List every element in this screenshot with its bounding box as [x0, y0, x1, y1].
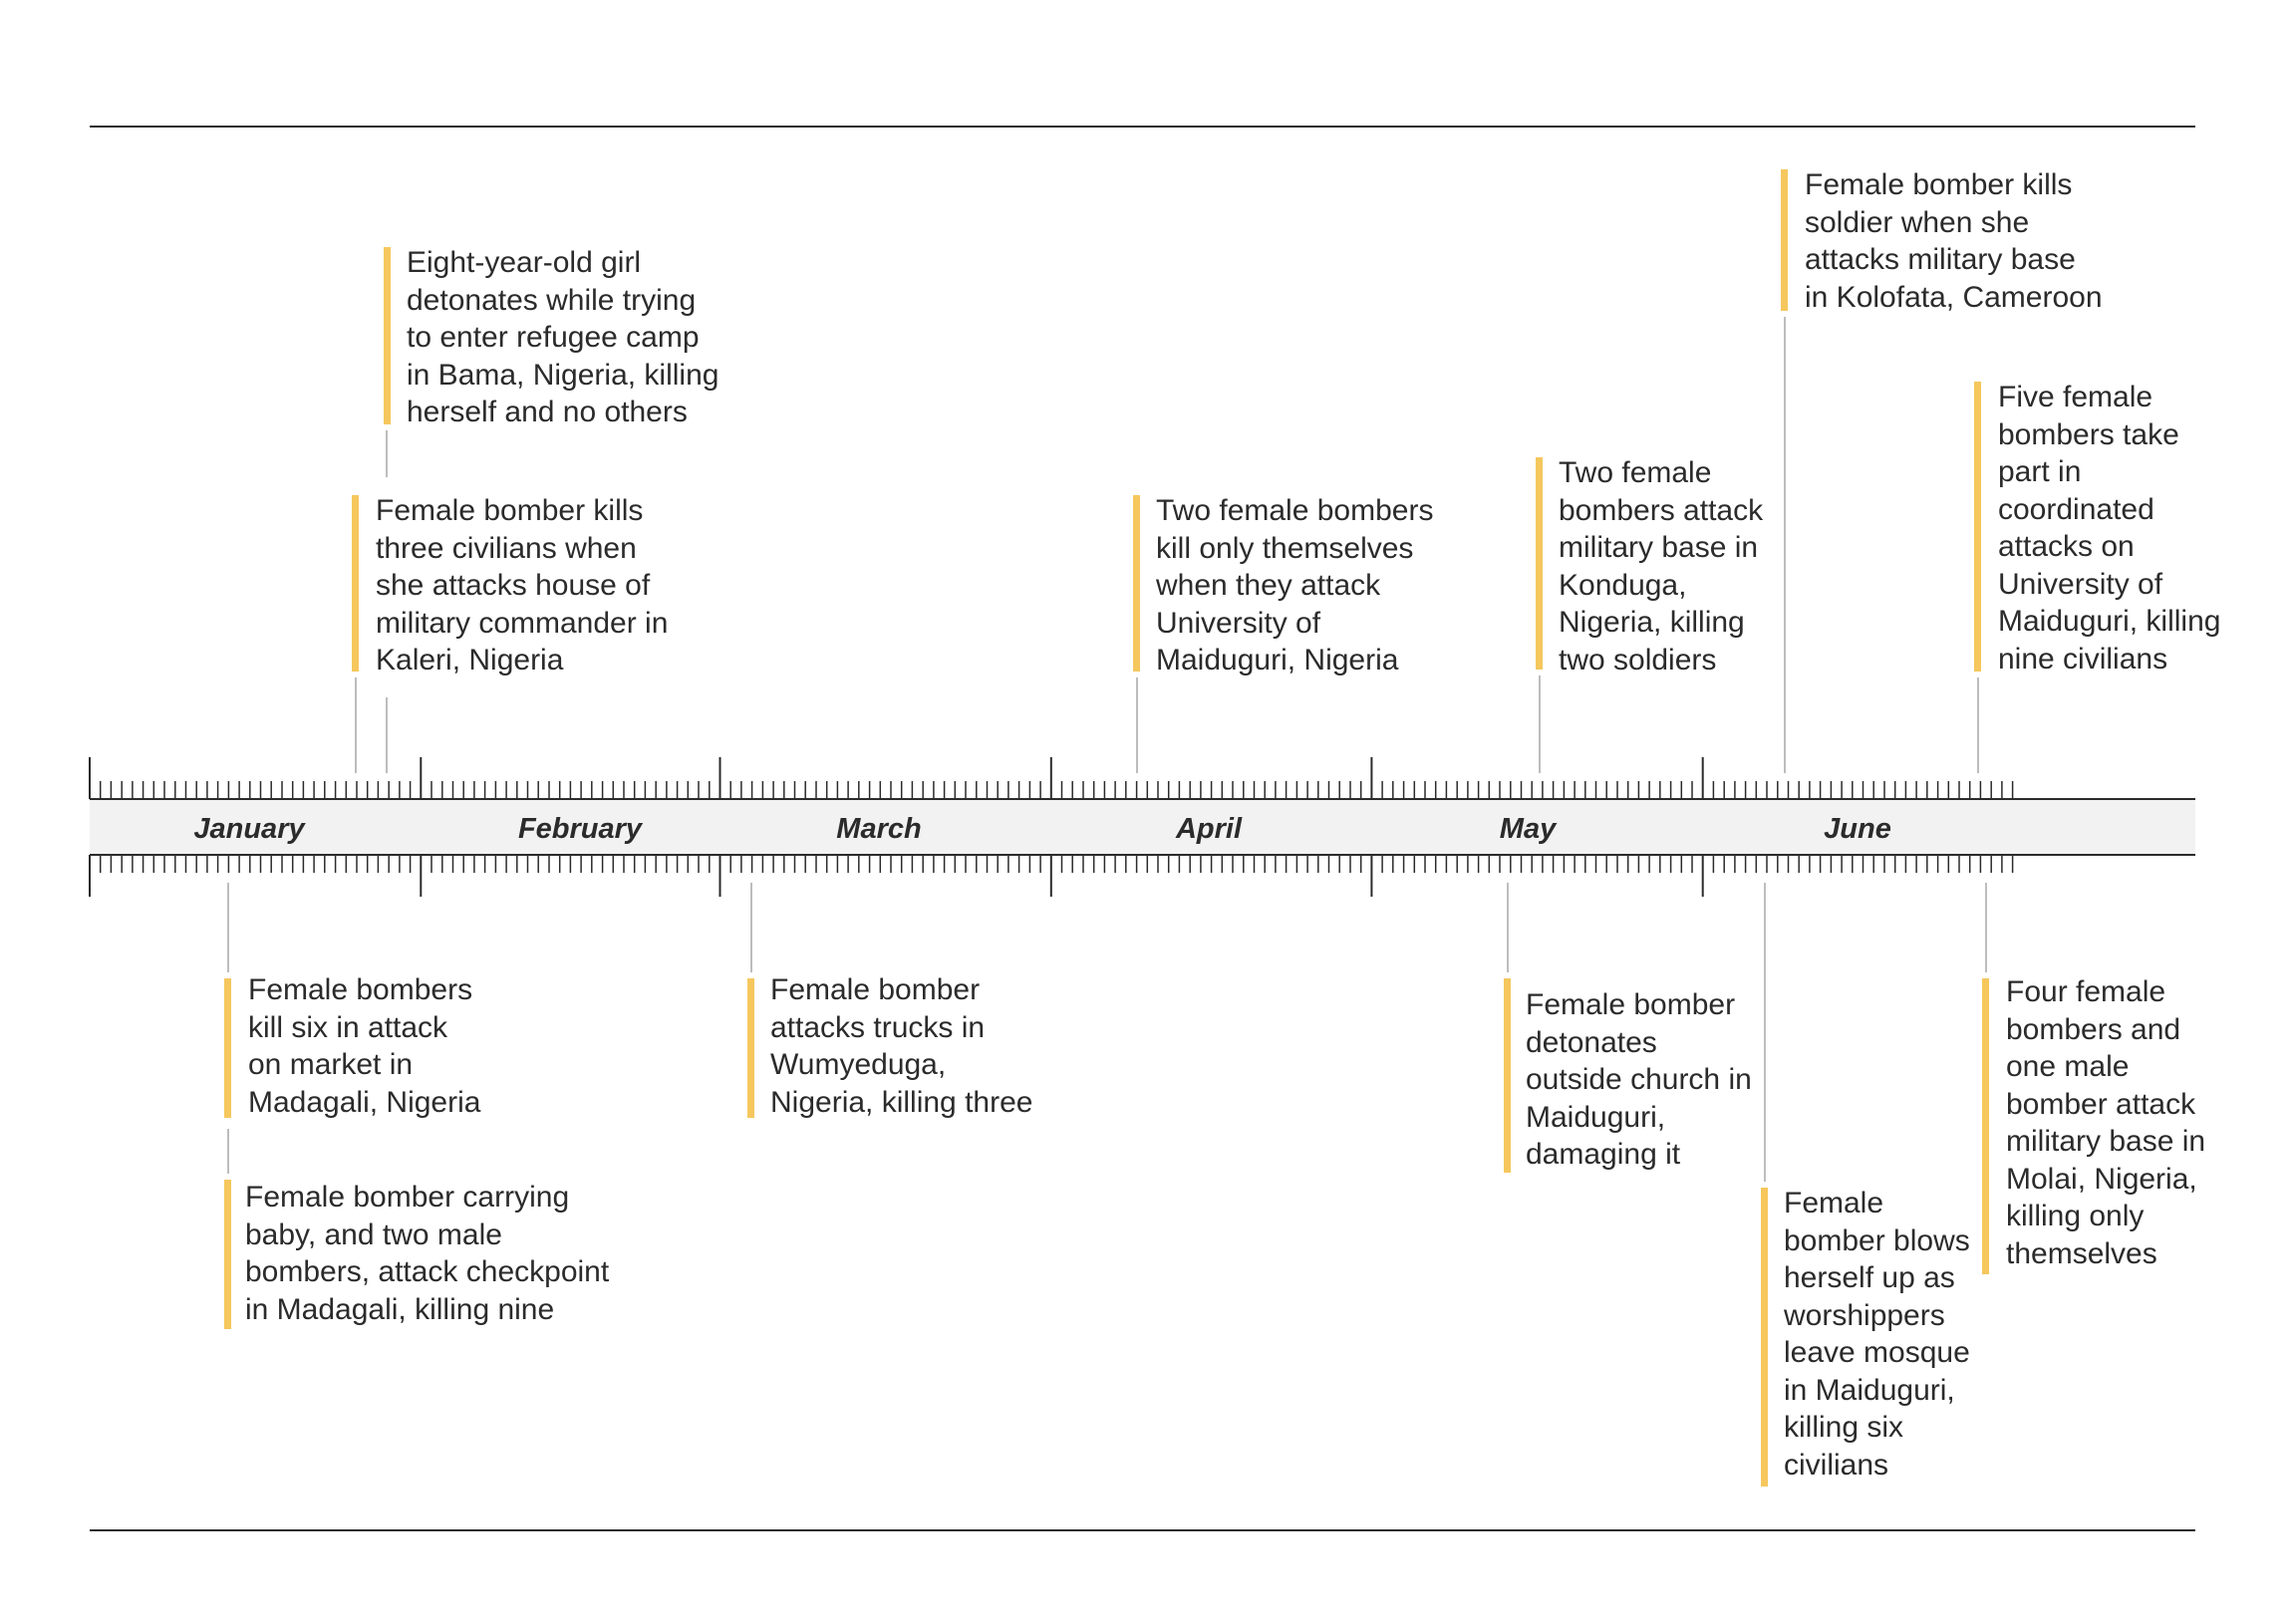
accent-bar-madagali-checkpoint	[224, 1180, 231, 1329]
event-text-maiduguri-university: Two female bombers kill only themselves when they attack University of Maiduguri, Nigeria	[1156, 494, 1434, 677]
accent-bar-madagali-market	[224, 978, 231, 1118]
event-text-wumyeduga: Female bomber attacks trucks in Wumyeduga, Nigeria, killing three	[770, 973, 1033, 1119]
month-label-january: January	[193, 813, 305, 845]
event-text-kolofata: Female bomber kills soldier when she attacks military base in Kolofata, Cameroon	[1805, 168, 2103, 314]
accent-bar-maiduguri-university	[1133, 495, 1140, 672]
accent-bar-molai	[1982, 978, 1989, 1274]
accent-bar-konduga	[1536, 457, 1543, 670]
accent-bar-bama	[384, 247, 391, 424]
event-text-bama: Eight-year-old girl detonates while trying to enter refugee camp in Bama, Nigeria, killing herself and no others	[407, 246, 719, 428]
event-text-madagali-market: Female bombers kill six in attack on market in Madagali, Nigeria	[248, 973, 481, 1119]
event-text-maiduguri-coordinated: Five female bombers take part in coordinated attacks on University of Maiduguri, killing nine civilians	[1998, 381, 2221, 676]
month-label-march: March	[836, 813, 922, 845]
month-label-may: May	[1499, 813, 1557, 845]
event-text-molai: Four female bombers and one male bomber attack military base in Molai, Nigeria, killing only themselves	[2006, 975, 2206, 1270]
month-label-april: April	[1175, 813, 1243, 845]
event-text-maiduguri-mosque: Female bomber blows herself up as worshippers leave mosque in Maiduguri, killing six civilians	[1784, 1187, 1970, 1482]
accent-bar-maiduguri-mosque	[1761, 1188, 1768, 1487]
accent-bar-kolofata	[1781, 169, 1788, 311]
month-label-february: February	[517, 813, 643, 845]
accent-bar-maiduguri-church	[1504, 978, 1511, 1173]
month-label-june: June	[1824, 813, 1891, 845]
accent-bar-wumyeduga	[747, 978, 754, 1118]
accent-bar-kaleri	[352, 495, 359, 672]
event-text-konduga: Two female bombers attack military base in Konduga, Nigeria, killing two soldiers	[1559, 456, 1764, 677]
event-text-kaleri: Female bomber kills three civilians when she attacks house of military commander in Kaleri, Nigeria	[376, 494, 669, 677]
event-text-madagali-checkpoint: Female bomber carrying baby, and two male bombers, attack checkpoint in Madagali, killing nine	[245, 1181, 610, 1326]
event-text-maiduguri-church: Female bomber detonates outside church in Maiduguri, damaging it	[1526, 988, 1752, 1171]
accent-bar-maiduguri-coordinated	[1974, 382, 1981, 672]
